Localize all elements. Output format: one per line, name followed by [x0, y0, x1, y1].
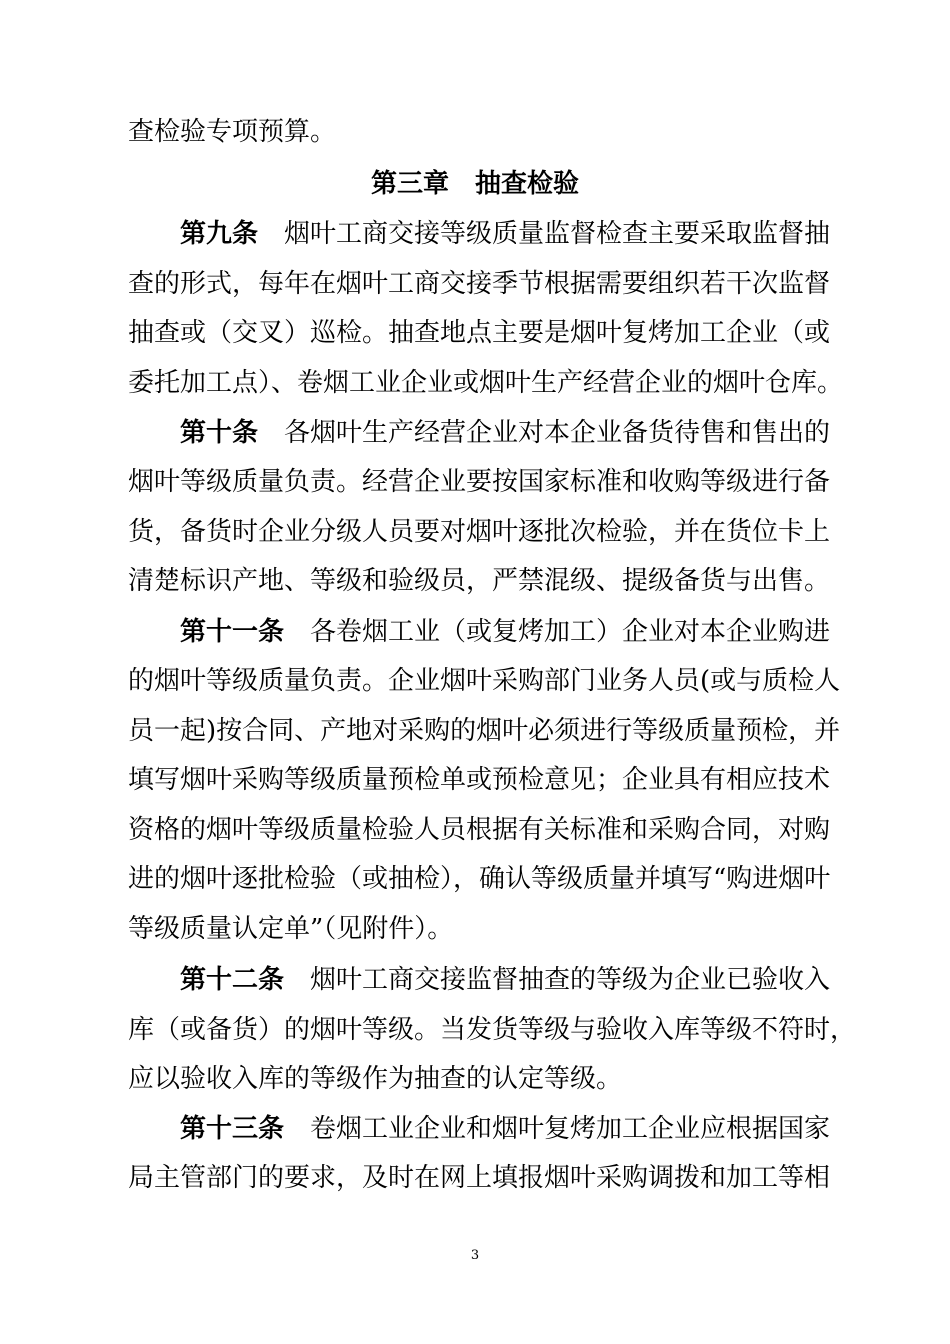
article-10-first-line [180, 418, 831, 448]
lead-line: 查检验专项预算。 [128, 117, 337, 147]
article-label: 第十二条 [180, 965, 285, 995]
article-text-line: 进的烟叶逐批检验（或抽检），确认等级质量并填写“购进烟叶 [128, 864, 831, 894]
article-text-line: 烟叶等级质量负责。经营企业要按国家标准和收购等级进行备 [128, 467, 831, 497]
article-label: 第十三条 [180, 1114, 285, 1144]
article-text-line: 查的形式，每年在烟叶工商交接季节根据需要组织若干次监督 [128, 269, 831, 299]
article-text-line: 货，备货时企业分级人员要对烟叶逐批次检验，并在货位卡上 [128, 517, 831, 547]
article-text-line: 各烟叶生产经营企业对本企业备货待售和售出的 [284, 418, 831, 448]
article-text-line: 等级质量认定单”（见附件）。 [128, 914, 454, 944]
article-9-first-line [180, 219, 831, 249]
article-text-line: 烟叶工商交接监督抽查的等级为企业已验收入 [310, 965, 831, 995]
article-text-line: 的烟叶等级质量负责。企业烟叶采购部门业务人员(或与质检人 [128, 666, 841, 696]
article-11-first-line [180, 617, 831, 647]
article-text-line: 应以验收入库的等级作为抽查的认定等级。 [128, 1064, 623, 1094]
article-text-line: 卷烟工业企业和烟叶复烤加工企业应根据国家 [310, 1114, 831, 1144]
chapter-heading: 第三章 抽查检验 [370, 169, 579, 199]
article-13-first-line [180, 1114, 831, 1144]
article-text-line: 烟叶工商交接等级质量监督检查主要采取监督抽 [284, 219, 831, 249]
article-label: 第十条 [180, 418, 259, 448]
article-text-line: 委托加工点）、卷烟工业企业或烟叶生产经营企业的烟叶仓库。 [128, 368, 844, 398]
article-text-line: 抽查或（交叉）巡检。抽查地点主要是烟叶复烤加工企业（或 [128, 318, 831, 348]
article-label: 第九条 [180, 219, 259, 249]
article-text-line: 库（或备货）的烟叶等级。当发货等级与验收入库等级不符时， [128, 1015, 857, 1045]
page-number: 3 [470, 1248, 480, 1263]
article-text-line: 填写烟叶采购等级质量预检单或预检意见；企业具有相应技术 [128, 765, 831, 795]
article-label: 第十一条 [180, 617, 285, 647]
article-text-line: 员一起)按合同、产地对采购的烟叶必须进行等级质量预检，并 [128, 716, 841, 746]
article-12-first-line [180, 965, 831, 995]
article-text-line: 清楚标识产地、等级和验级员，严禁混级、提级备货与出售。 [128, 566, 831, 596]
article-text-line: 资格的烟叶等级质量检验人员根据有关标准和采购合同，对购 [128, 815, 831, 845]
article-text-line: 局主管部门的要求，及时在网上填报烟叶采购调拨和加工等相 [128, 1163, 831, 1193]
article-text-line: 各卷烟工业（或复烤加工）企业对本企业购进 [310, 617, 831, 647]
